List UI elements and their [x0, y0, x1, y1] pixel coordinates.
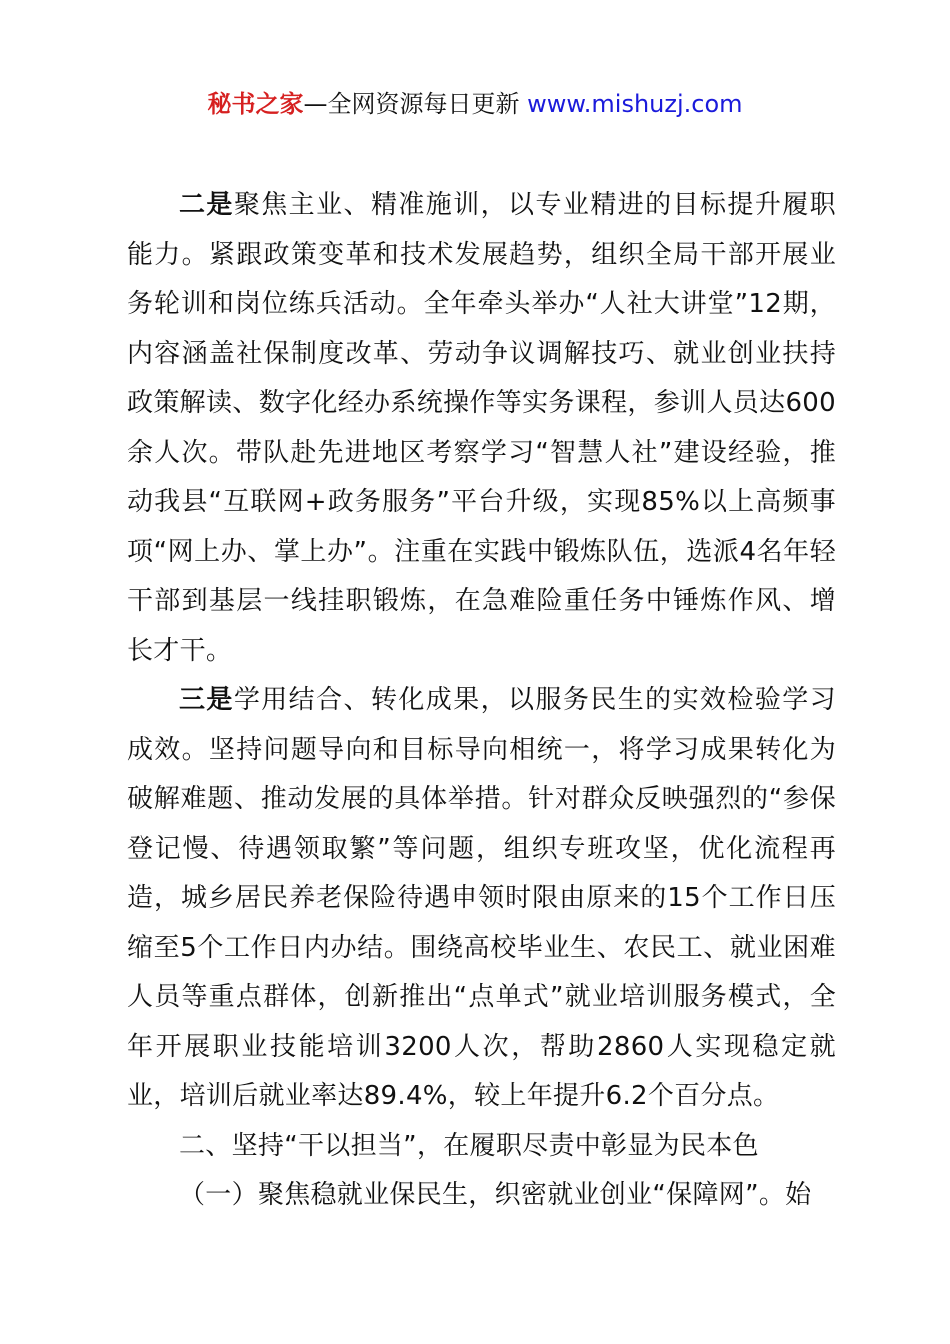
- section-heading: [127, 1122, 836, 1172]
- paragraph-lead: 二是: [179, 190, 234, 220]
- header-url-link[interactable]: www.mishuzj.com: [527, 90, 743, 118]
- subsection-heading-text: （一）聚焦稳就业保民生，织密就业创业“保障网”。始: [179, 1180, 812, 1210]
- paragraph-text: 聚焦主业、精准施训，以专业精进的目标提升履职能力。紧跟政策变革和技术发展趋势，组织全局干部开展业务轮训和岗位练兵活动。全年牵头举办“人社大讲堂”12期，内容涵盖社保制度改革、劳动争议调解技巧、就业创业扶持政策解读、数字化经办系统操作等实务课程，参训人员达600余人次。带队赴先进地区考察学习“智慧人社”建设经验，推动我县“互联网+政务服务”平台升级，实现85%以上高频事项“网上办、掌上办”。注重在实践中锻炼队伍，选派4名年轻干部到基层一线挂职锻炼，在急难险重任务中锤炼作风、增长才干。: [127, 190, 836, 666]
- document-body: [127, 181, 836, 1221]
- paragraph-2: [127, 181, 836, 676]
- subsection-heading: [127, 1171, 836, 1221]
- document-header: [0, 84, 950, 124]
- paragraph-3: [127, 676, 836, 1122]
- header-brand: 秘书之家: [207, 90, 304, 118]
- header-tagline: —全网资源每日更新: [303, 90, 528, 118]
- paragraph-text: 学用结合、转化成果，以服务民生的实效检验学习成效。坚持问题导向和目标导向相统一，将学习成果转化为破解难题、推动发展的具体举措。针对群众反映强烈的“参保登记慢、待遇领取繁”等问题，组织专班攻坚，优化流程再造，城乡居民养老保险待遇申领时限由原来的15个工作日压缩至5个工作日内办结。围绕高校毕业生、农民工、就业困难人员等重点群体，创新推出“点单式”就业培训服务模式，全年开展职业技能培训3200人次，帮助2860人实现稳定就业，培训后就业率达89.4%，较上年提升6.2个百分点。: [127, 685, 836, 1111]
- paragraph-lead: 三是: [179, 685, 234, 715]
- section-heading-text: 二、坚持“干以担当”，在履职尽责中彰显为民本色: [179, 1130, 759, 1161]
